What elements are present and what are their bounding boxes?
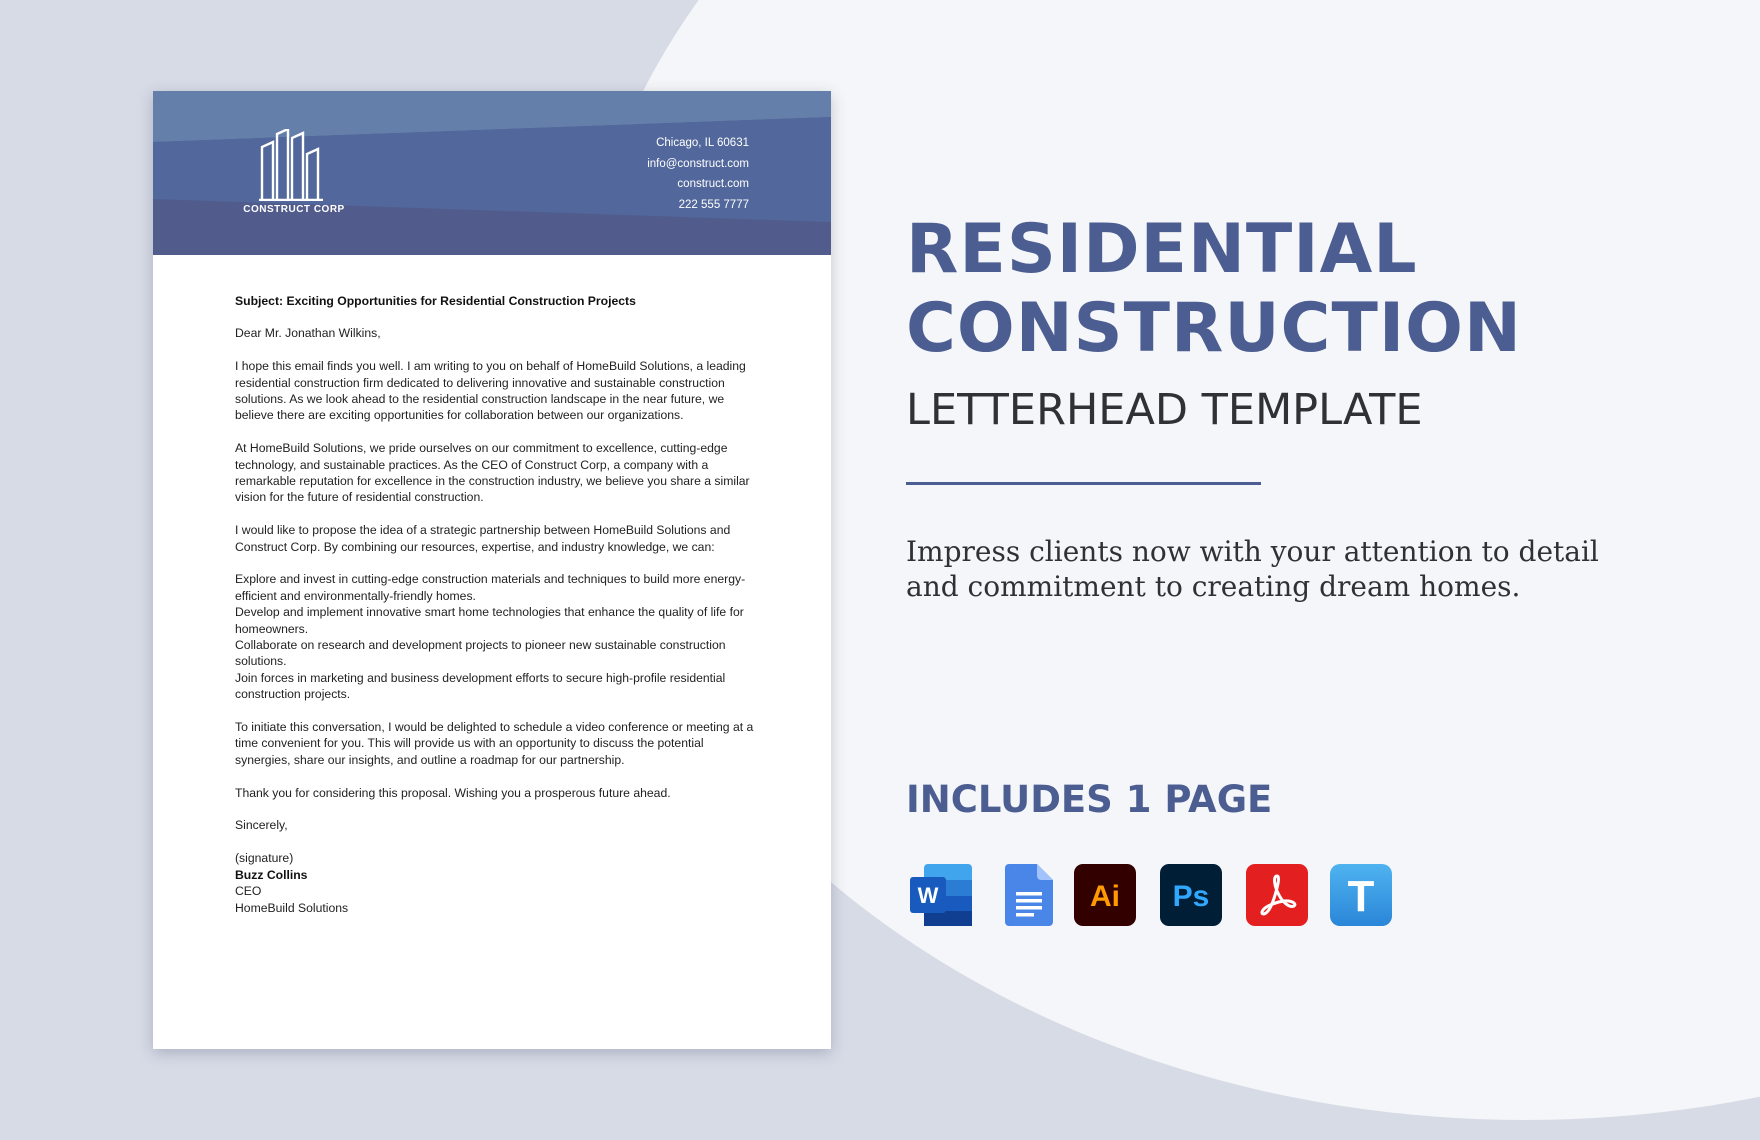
letter-list xyxy=(235,571,755,702)
letter-greeting: Dear Mr. Jonathan Wilkins, xyxy=(235,326,381,341)
google-docs-icon xyxy=(998,864,1060,926)
word-icon xyxy=(910,864,972,926)
signer-company: HomeBuild Solutions xyxy=(235,900,349,915)
letterhead-header xyxy=(153,91,831,255)
signer-title: CEO xyxy=(235,884,262,899)
illustrator-icon-letters: Ai xyxy=(1090,880,1120,913)
letter-paragraph: At HomeBuild Solutions, we pride ourselves on our commitment to excellence, cutting-edge technology, and sustainable practices. As the CEO of Construct Corp, a company with a remarkable reputation for excellence in the construction industry, we believe you share a similar vision for the future of residential construction. xyxy=(235,441,750,505)
photoshop-icon-letters: Ps xyxy=(1172,880,1210,913)
template-icon xyxy=(1330,864,1392,926)
tagline: Impress clients now with your attention to detail and commitment to creating dream homes. xyxy=(906,535,1599,603)
title-line-1: RESIDENTIAL xyxy=(906,210,1418,289)
letter-subject: Subject: Exciting Opportunities for Residential Construction Projects xyxy=(235,294,636,308)
contact-address: Chicago, IL 60631 xyxy=(656,137,749,149)
illustrator-icon xyxy=(1074,864,1136,926)
title-line-2: CONSTRUCTION xyxy=(906,289,1522,368)
contact-website: construct.com xyxy=(677,178,749,190)
building-logo-icon xyxy=(259,129,325,201)
signature-placeholder: (signature) xyxy=(235,851,294,866)
acrobat-icon xyxy=(1246,864,1308,926)
contact-phone: 222 555 7777 xyxy=(678,198,749,211)
subtitle: LETTERHEAD TEMPLATE xyxy=(906,385,1423,435)
letter-paragraph: Thank you for considering this proposal. Wishing you a prosperous future ahead. xyxy=(235,785,671,800)
list-item: Explore and invest in cutting-edge construction materials and techniques to build more energy-efficient and environmentally-friendly homes. xyxy=(235,572,746,603)
signer-name: Buzz Collins xyxy=(235,867,308,882)
divider xyxy=(906,482,1261,485)
letter-closing: Sincerely, xyxy=(235,818,288,833)
list-item: Join forces in marketing and business development efforts to secure high-profile residential construction projects. xyxy=(235,670,726,702)
letter-paragraph: I would like to propose the idea of a strategic partnership between HomeBuild Solutions and Construct Corp. By combining our resources, expertise, and industry knowledge, we can: xyxy=(235,523,731,554)
list-item: Collaborate on research and development projects to pioneer new sustainable construction solutions. xyxy=(235,638,726,669)
photoshop-icon xyxy=(1160,864,1222,926)
word-icon-letter: W xyxy=(917,883,939,908)
list-item: Develop and implement innovative smart home technologies that enhance the quality of life for homeowners. xyxy=(235,605,744,636)
letter-body xyxy=(235,293,755,916)
signature-block xyxy=(235,850,755,916)
includes-label: INCLUDES 1 PAGE xyxy=(906,778,1273,821)
contact-email: info@construct.com xyxy=(647,157,749,170)
template-icon-letter: T xyxy=(1347,872,1375,921)
letter-paragraph: I hope this email finds you well. I am writing to you on behalf of HomeBuild Solutions, a leading residential construction firm dedicated to delivering innovative and sustainable construction solutions. As we look ahead to the residential construction landscape in the near future, we believe there are exciting opportunities for collaboration between our organizations. xyxy=(235,359,746,423)
company-logo-text: CONSTRUCT CORP xyxy=(243,204,345,215)
letter-paragraph: To initiate this conversation, I would be delighted to schedule a video conference or meeting at a time convenient for you. This will provide us with an opportunity to discuss the potential synergies, share our insights, and outline a roadmap for our partnership. xyxy=(235,720,754,767)
letterhead-page xyxy=(153,91,831,1049)
contact-block xyxy=(647,133,749,215)
